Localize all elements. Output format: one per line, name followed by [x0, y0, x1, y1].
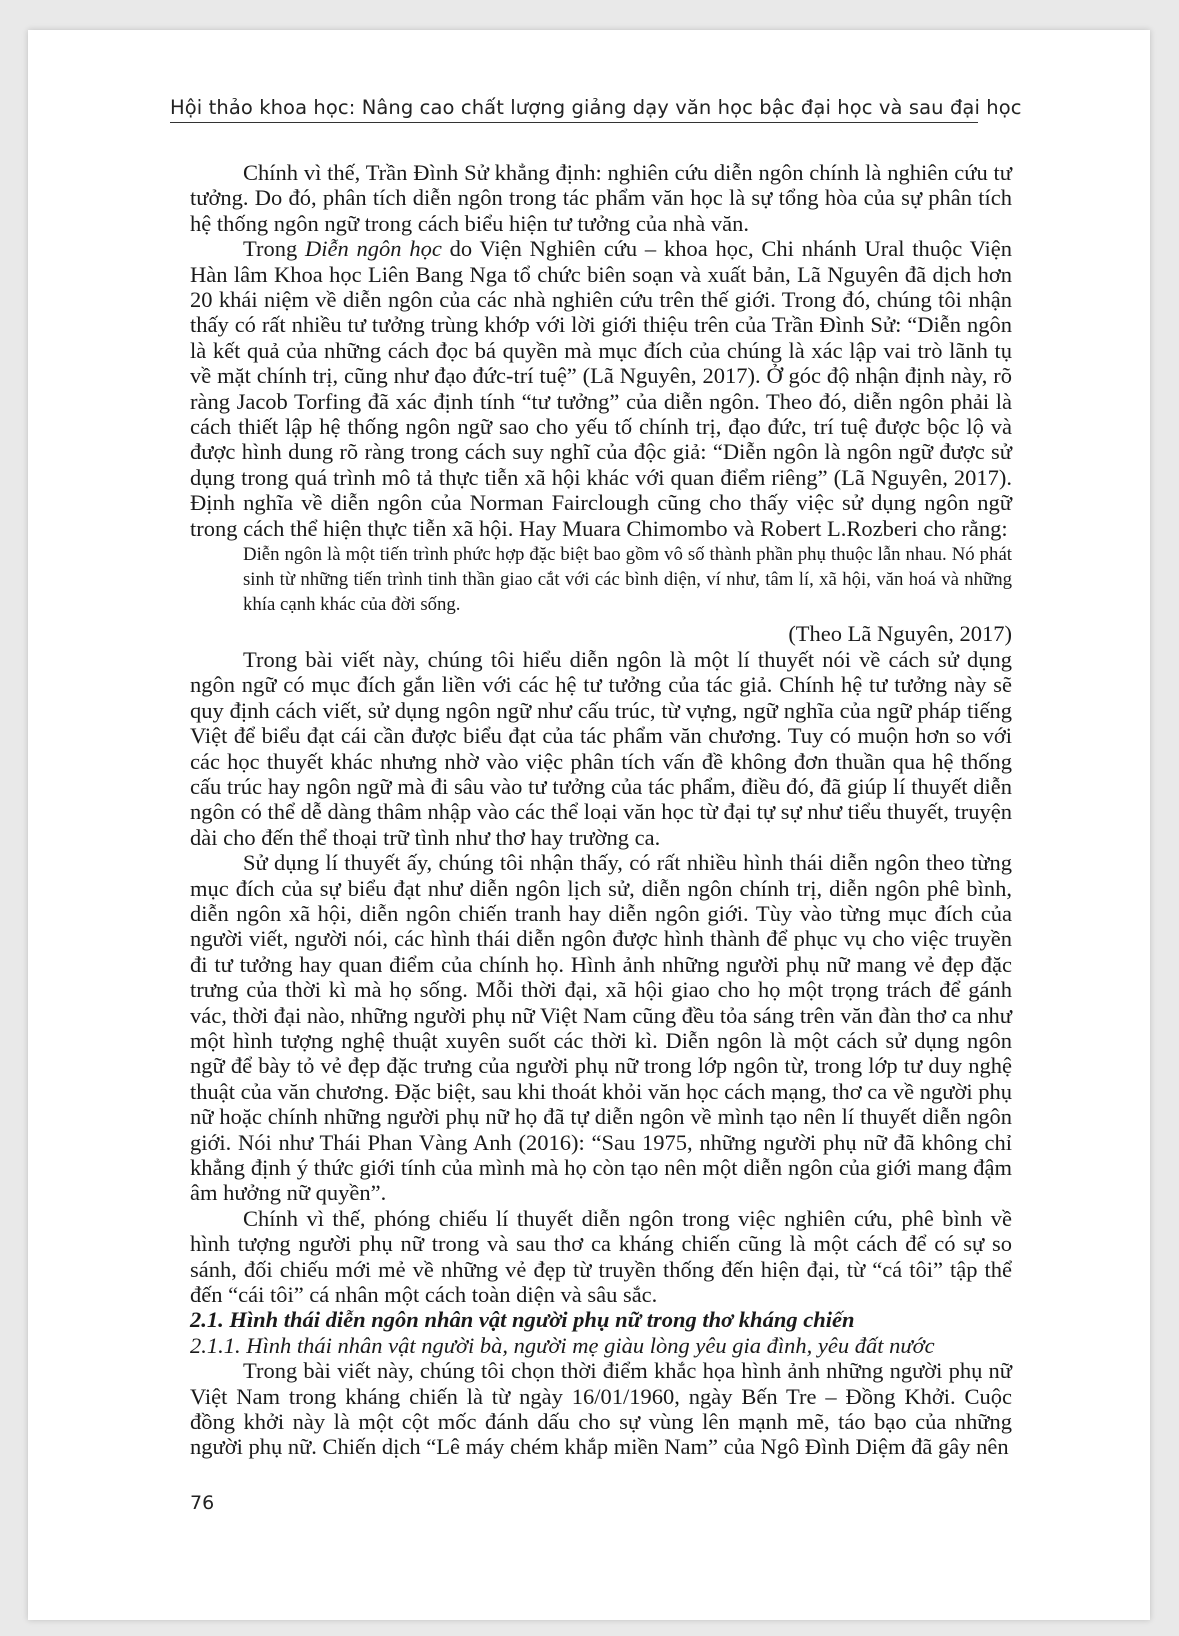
- paragraph: Chính vì thế, phóng chiếu lí thuyết diễn ngôn trong việc nghiên cứu, phê bình về hình tượng người phụ nữ trong và sau thơ ca kháng chiến cũng là một cách để có sự so sánh, đối chiếu mới mẻ về những vẻ đẹp từ truyền thống đến hiện đại, từ “cá tôi” tập thể đến “cái tôi” cá nhân một cách toàn diện và sâu sắc.: [190, 1205, 1012, 1308]
- article-body: [190, 160, 1012, 1460]
- paragraph: Chính vì thế, Trần Đình Sử khẳng định: nghiên cứu diễn ngôn chính là nghiên cứu tư tưởng. Do đó, phân tích diễn ngôn trong tác phẩm văn học là sự tổng hòa của sự phân tích hệ thống ngôn ngữ trong cách biểu hiện tư tưởng của nhà văn.: [190, 160, 1012, 236]
- page-number: 76: [190, 1492, 215, 1514]
- paragraph: Trong bài viết này, chúng tôi hiểu diễn ngôn là một lí thuyết nói về cách sử dụng ngôn ngữ có mục đích gắn liền với các hệ tư tưởng của tác giả. Chính hệ tư tưởng này sẽ quy định cách viết, sử dụng ngôn ngữ như cấu trúc, từ vựng, ngữ nghĩa của ngữ pháp tiếng Việt để biểu đạt cái cần được biểu đạt của tác phẩm văn chương. Tuy có muộn hơn so với các học thuyết khác nhưng nhờ vào việc phân tích vấn đề không đơn thuần qua hệ thống cấu trúc hay ngôn ngữ mà đi sâu vào tư tưởng của tác phẩm, điều đó, đã giúp lí thuyết diễn ngôn có thể dễ dàng thâm nhập vào các thể loại văn học từ đại tự sự như tiểu thuyết, truyện dài cho đến thể thoại trữ tình như thơ hay trường ca.: [190, 646, 1012, 850]
- paragraph: Sử dụng lí thuyết ấy, chúng tôi nhận thấy, có rất nhiều hình thái diễn ngôn theo từng mục đích của sự biểu đạt như diễn ngôn lịch sử, diễn ngôn chính trị, diễn ngôn phê bình, diễn ngôn xã hội, diễn ngôn chiến tranh hay diễn ngôn giới. Tùy vào từng mục đích của người viết, người nói, các hình thái diễn ngôn được hình thành để phục vụ cho việc truyền đi tư tưởng hay quan điểm của chính họ. Hình ảnh những người phụ nữ mang vẻ đẹp đặc trưng của thời kì mà họ sống. Mỗi thời đại, xã hội giao cho họ một trọng trách để gánh vác, thời đại nào, những người phụ nữ Việt Nam cũng đều tỏa sáng trên văn đàn thơ ca như một hình tượng nghệ thuật xuyên suốt các thời kì. Diễn ngôn là một cách sử dụng ngôn ngữ để bày tỏ vẻ đẹp đặc trưng của người phụ nữ trong lớp ngôn từ, trong lớp tư duy nghệ thuật của văn chương. Đặc biệt, sau khi thoát khỏi văn học cách mạng, thơ ca về người phụ nữ hoặc chính những người phụ nữ họ đã tự diễn ngôn về mình tạo nên lí thuyết diễn ngôn giới. Nói như Thái Phan Vàng Anh (2016): “Sau 1975, những người phụ nữ đã không chỉ khẳng định ý thức giới tính của mình mà họ còn tạo nên một diễn ngôn của giới mang đậm âm hưởng nữ quyền”.: [190, 850, 1012, 1206]
- subsection-heading: 2.1.1. Hình thái nhân vật người bà, người mẹ giàu lòng yêu gia đình, yêu đất nước: [190, 1332, 935, 1358]
- book-title: Diễn ngôn học: [305, 236, 442, 262]
- paragraph: [190, 236, 1012, 541]
- section-heading: 2.1. Hình thái diễn ngôn nhân vật người phụ nữ trong thơ kháng chiến: [190, 1307, 855, 1333]
- quote-citation: (Theo Lã Nguyên, 2017): [788, 621, 1012, 647]
- text-span: Trong: [243, 236, 305, 262]
- text-span: do Viện Nghiên cứu – khoa học, Chi nhánh Ural thuộc Viện Hàn lâm Khoa học Liên Bang Nga tổ chức biên soạn và xuất bản, Lã Nguyên đã dịch hơn 20 khái niệm về diễn ngôn của các nhà nghiên cứu trên thế giới. Trong đó, chúng tôi nhận thấy có rất nhiều tư tưởng trùng khớp với lời giới thiệu trên của Trần Đình Sử: “Diễn ngôn là kết quả của những cách đọc bá quyền mà mục đích của chúng là xác lập vai trò lãnh tụ về mặt chính trị, cũng như đạo đức-trí tuệ” (Lã Nguyên, 2017). Ở góc độ nhận định này, rõ ràng Jacob Torfing đã xác định tính “tư tưởng” của diễn ngôn. Theo đó, diễn ngôn phải là cách thiết lập hệ thống ngôn ngữ sao cho yếu tố chính trị, đạo đức, trí tuệ được bộc lộ và được hình dung rõ ràng trong cách suy nghĩ của độc giả: “Diễn ngôn là ngôn ngữ được sử dụng trong quá trình mô tả thực tiễn xã hội khác với quan điểm riêng” (Lã Nguyên, 2017). Định nghĩa về diễn ngôn của Norman Fairclough cũng cho thấy việc sử dụng ngôn ngữ trong cách thể hiện thực tiễn xã hội. Hay Muara Chimombo và Robert L.Rozberi cho rằng:: [190, 236, 1012, 541]
- block-quote: Diễn ngôn là một tiến trình phức hợp đặc biệt bao gồm vô số thành phần phụ thuộc lẫn nhau. Nó phát sinh từ những tiến trình tinh thần giao cắt với các bình diện, ví như, tâm lí, xã hội, văn hoá và những khía cạnh khác của đời sống.: [243, 544, 1012, 615]
- running-header: Hội thảo khoa học: Nâng cao chất lượng giảng dạy văn học bậc đại học và sau đại học: [170, 96, 978, 123]
- paragraph: Trong bài viết này, chúng tôi chọn thời điểm khắc họa hình ảnh những người phụ nữ Việt Nam trong kháng chiến là từ ngày 16/01/1960, ngày Bến Tre – Đồng Khởi. Cuộc đồng khởi này là một cột mốc đánh dấu cho sự vùng lên mạnh mẽ, táo bạo của những người phụ nữ. Chiến dịch “Lê máy chém khắp miền Nam” của Ngô Đình Diệm đã gây nên: [190, 1358, 1012, 1460]
